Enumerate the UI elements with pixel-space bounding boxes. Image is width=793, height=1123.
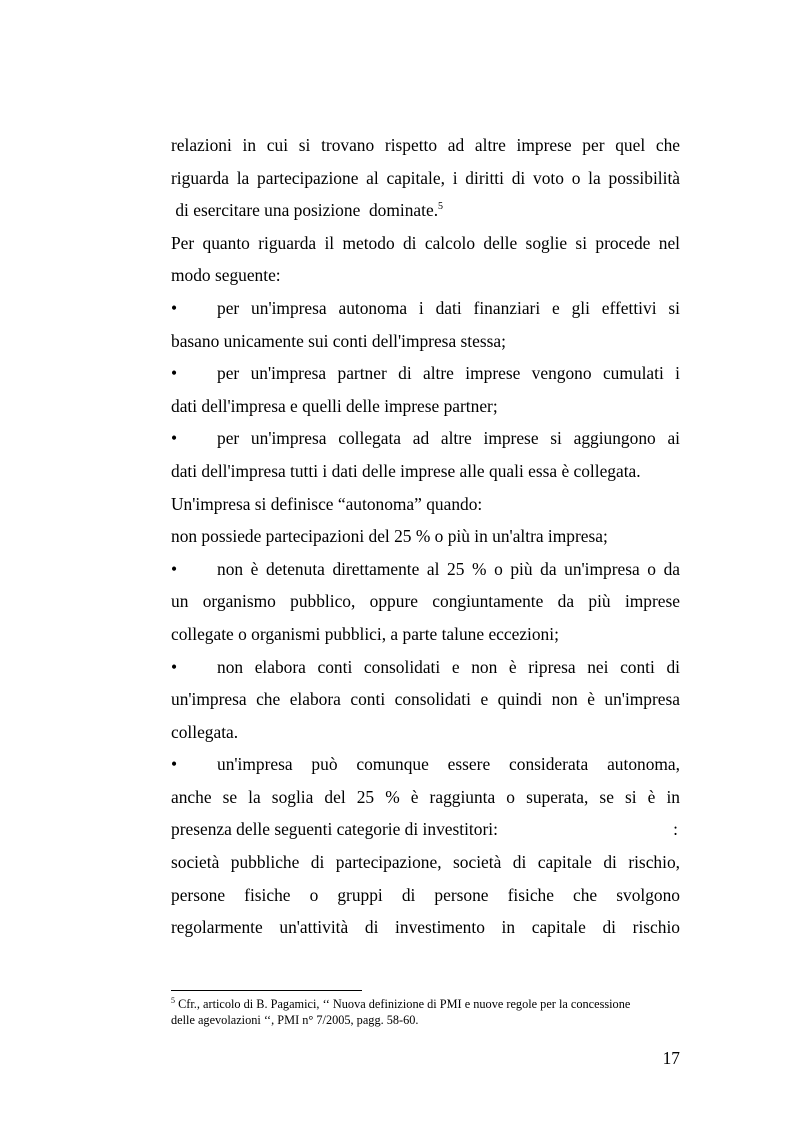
text-line: non possiede partecipazioni del 25 % o più in un'altra impresa; [171,526,608,547]
bullet-item [171,422,680,455]
page-number: 17 [662,1048,680,1068]
bullet-text: per un'impresa autonoma i dati finanziari e gli effettivi si [217,297,680,318]
text-line [171,813,680,846]
bullet-item [171,651,680,684]
bullet-item [171,357,680,390]
bullet-icon: • [171,428,178,449]
footnote-separator [171,990,362,991]
bullet-item [171,748,680,781]
text-line-content: presenza delle seguenti categorie di investitori: [171,819,498,840]
text-line: riguarda la partecipazione al capitale, i diritti di voto o la possibilità [171,167,680,188]
bullet-text: per un'impresa partner di altre imprese vengono cumulati i [217,363,680,384]
text-line: anche se la soglia del 25 % è raggiunta o superata, se si è in [171,786,680,807]
text-line: un organismo pubblico, oppure congiuntamente da più imprese [171,591,680,612]
text-line [171,194,680,227]
text-line: Un'impresa si definisce “autonoma” quando: [171,493,483,514]
footnote-line: delle agevolazioni ‘‘, PMI n° 7/2005, pagg. 58-60. [171,1012,419,1027]
text-line: collegate o organismi pubblici, a parte talune eccezioni; [171,623,559,644]
text-line-content: di esercitare una posizione dominate. [171,200,439,221]
text-line: dati dell'impresa tutti i dati delle imprese alle quali essa è collegata. [171,460,641,481]
footnote [171,997,680,1028]
bullet-icon: • [171,754,178,775]
text-line: relazioni in cui si trovano rispetto ad altre imprese per quel che [171,135,680,155]
text-line: un'impresa che elabora conti consolidati e quindi non è un'impresa [171,689,680,710]
bullet-text: per un'impresa collegata ad altre imprese si aggiungono ai [217,428,680,449]
bullet-item [171,553,680,586]
body-text [171,129,680,944]
bullet-icon: • [171,363,178,384]
footnote-line [171,997,680,1013]
bullet-item [171,292,680,325]
stray-colon: : [673,819,678,840]
bullet-icon: • [171,656,178,677]
text-line: dati dell'impresa e quelli delle imprese partner; [171,395,498,416]
text-line: modo seguente: [171,265,281,286]
footnote-number: 5 [171,995,175,1005]
text-line: regolarmente un'attività di investimento in capitale di rischio [171,917,680,938]
footnote-text: Cfr., articolo di B. Pagamici, ‘‘ Nuova definizione di PMI e nuove regole per la concessione [178,997,631,1011]
text-line: Per quanto riguarda il metodo di calcolo delle soglie si procede nel [171,232,680,253]
bullet-text: un'impresa può comunque essere considerata autonoma, [217,754,680,775]
bullet-text: non è detenuta direttamente al 25 % o più da un'impresa o da [217,558,680,579]
bullet-text: non elabora conti consolidati e non è ripresa nei conti di [217,656,680,677]
bullet-icon: • [171,297,178,318]
text-line: collegata. [171,721,239,742]
footnote-reference: 5 [438,201,444,213]
text-line: società pubbliche di partecipazione, società di capitale di rischio, [171,852,680,873]
text-line: basano unicamente sui conti dell'impresa stessa; [171,330,506,351]
text-line: persone fisiche o gruppi di persone fisiche che svolgono [171,884,680,905]
bullet-icon: • [171,558,178,579]
